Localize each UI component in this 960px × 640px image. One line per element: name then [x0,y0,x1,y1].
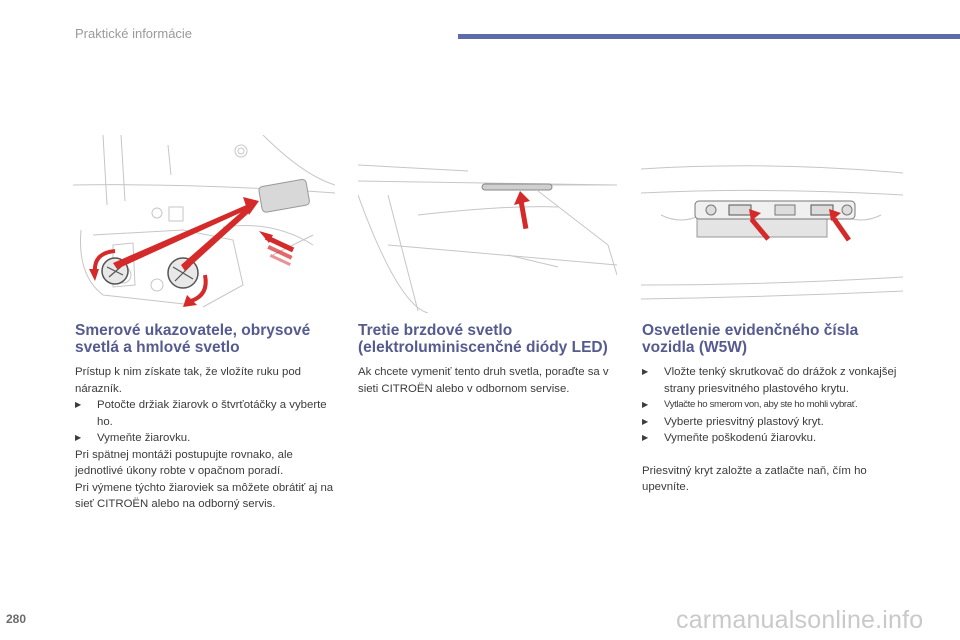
section-heading: Smerové ukazovatele, obrysové svetlá a hmlové svetlo [75,322,311,356]
intro-text: Prístup k nim získate tak, že vložíte ruku pod nárazník. [75,366,302,395]
column-brake-light [358,322,620,397]
list-item: ▶ Vymeňte poškodenú žiarovku. [642,430,912,447]
third-brake-light-illustration [358,135,617,313]
arrow-bullet-icon: ▶ [642,433,649,442]
arrow-bullet-icon: ▶ [75,433,82,442]
brake-light-arrow [519,201,529,229]
plate-lamps-illustration [641,135,903,313]
plate-lamp-arrow-right [832,217,851,241]
outro-text: Pri výmene týchto žiaroviek sa môžete obrátiť aj na sieť CITROËN alebo na odborný servis. [75,481,334,510]
column-turn-signals [75,322,340,513]
list-item: ▶ Vymeňte žiarovku. [75,430,340,447]
page-number: 280 [6,612,27,626]
outro-text: Pri spätnej montáži postupujte rovnako, ale jednotlivé úkony robte v opačnom poradí. [75,448,293,477]
arrow-bullet-icon: ▶ [642,416,649,426]
body-text: Ak chcete vymeniť tento druh svetla, poraďte sa v sieti CITROËN alebo v odbornom servise. [358,366,609,395]
bumper-lamps-illustration [73,135,335,313]
arrow-bullet-icon: ▶ [75,400,82,409]
access-arrow-icon [259,231,294,266]
column-plate-lighting [642,322,912,496]
arrow-pointer-2 [181,207,251,271]
outro-text: Priesvitný kryt založte a zatlačte naň, čím ho upevníte. [642,464,867,493]
arrow-bullet-icon: ▶ [642,367,649,376]
lamp-lens [258,179,310,213]
plate-lamp-left [729,205,751,215]
section-heading: Tretie brzdové svetlo (elektroluminiscenčné diódy LED) [358,322,608,356]
watermark: carmanualsonline.info [676,606,924,634]
list-item: ▶ Vyberte priesvitný plastový kryt. [642,414,912,431]
brake-light-bar [482,184,552,190]
header-accent-bar [458,34,960,39]
list-item: ▶ Potočte držiak žiarovk o štvrťotáčky a vyberte ho. [75,397,340,430]
arrow-bullet-icon: ▶ [642,400,648,409]
list-item: ▶ Vložte tenký skrutkovač do drážok z vonkajšej strany priesvitného plastového krytu. [642,364,912,397]
section-label: Praktické informácie [75,26,193,41]
section-heading: Osvetlenie evidenčného čísla vozidla (W5W) [642,322,859,356]
list-item: ▶ Vytlačte ho smerom von, aby ste ho mohli vybrať. [642,397,912,414]
